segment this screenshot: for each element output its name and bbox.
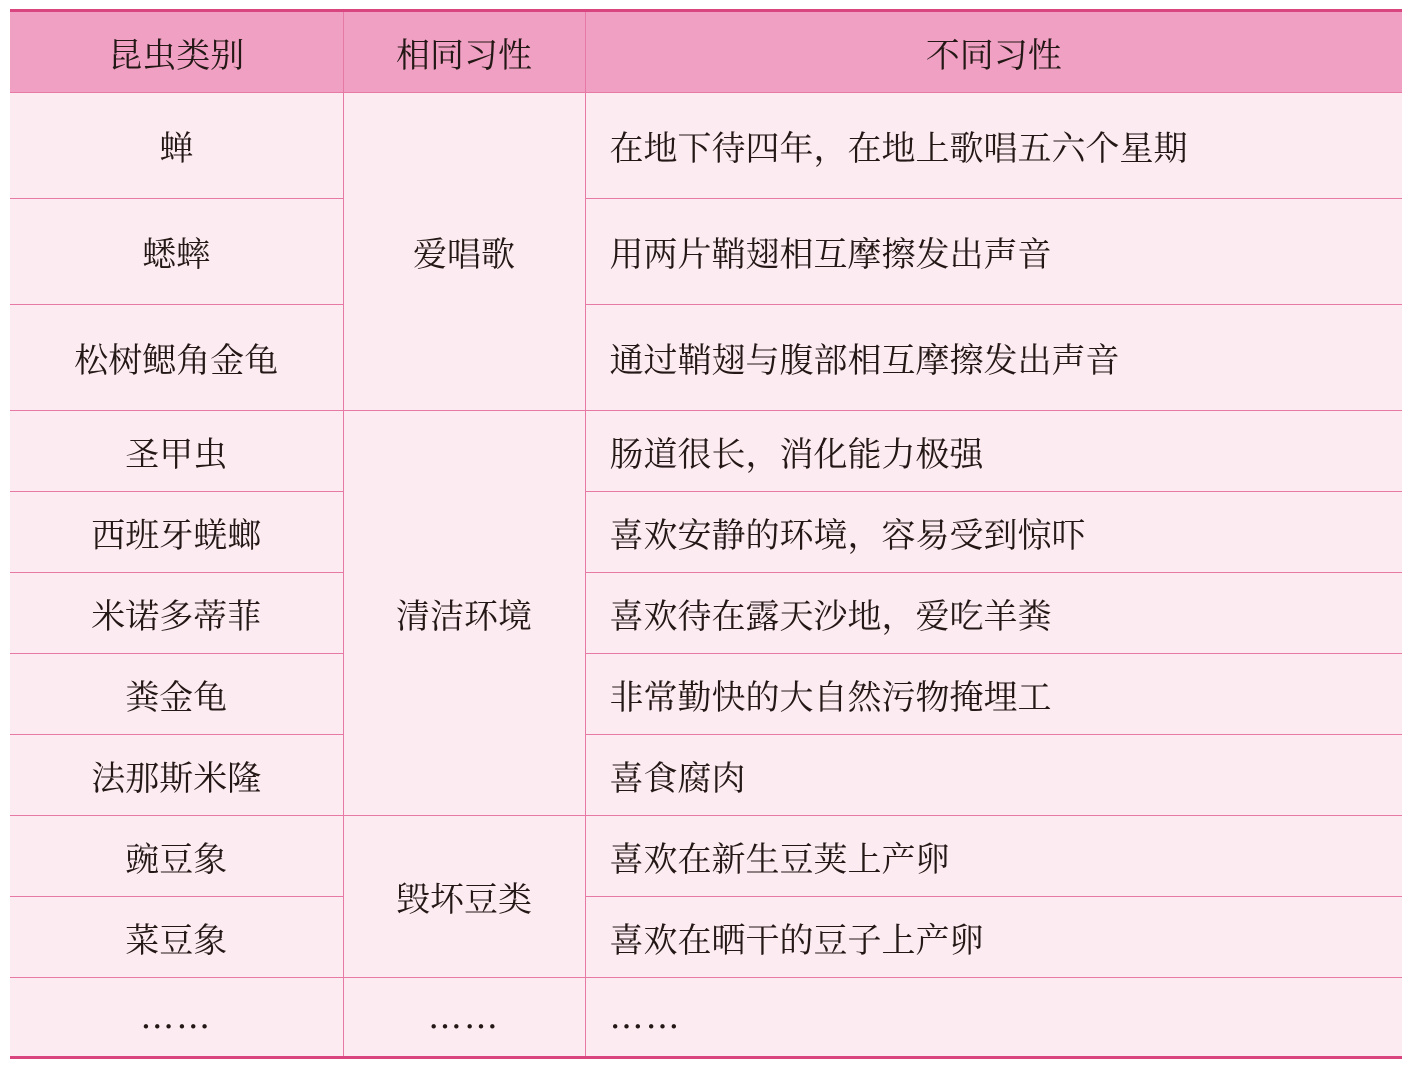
table-row xyxy=(10,897,1402,978)
different-habit-cell: 喜欢在新生豆荚上产卵 xyxy=(585,816,1402,897)
insect-name-cell: 粪金龟 xyxy=(10,654,343,735)
different-habit-cell: 用两片鞘翅相互摩擦发出声音 xyxy=(585,199,1402,305)
header-row xyxy=(10,11,1402,93)
different-habit-cell: 通过鞘翅与腹部相互摩擦发出声音 xyxy=(585,305,1402,411)
header-category: 昆虫类别 xyxy=(10,11,343,93)
different-habit-cell: 非常勤快的大自然污物掩埋工 xyxy=(585,654,1402,735)
insect-name-cell: 蟋蟀 xyxy=(10,199,343,305)
different-habit-cell: 喜欢安静的环境，容易受到惊吓 xyxy=(585,492,1402,573)
ellipsis-row xyxy=(10,978,1402,1058)
different-habit-cell: 喜欢待在露天沙地，爱吃羊粪 xyxy=(585,573,1402,654)
insect-habits-table xyxy=(10,9,1402,1059)
table-row xyxy=(10,654,1402,735)
ellipsis-insect: …… xyxy=(10,978,343,1058)
insect-name-cell: 蝉 xyxy=(10,93,343,199)
insect-name-cell: 圣甲虫 xyxy=(10,411,343,492)
header-same-habit: 相同习性 xyxy=(343,11,585,93)
table-row xyxy=(10,573,1402,654)
same-habit-cell-singing: 爱唱歌 xyxy=(343,93,585,411)
insect-name-cell: 法那斯米隆 xyxy=(10,735,343,816)
different-habit-cell: 喜欢在晒干的豆子上产卵 xyxy=(585,897,1402,978)
table-row xyxy=(10,199,1402,305)
insect-name-cell: 豌豆象 xyxy=(10,816,343,897)
different-habit-cell: 肠道很长，消化能力极强 xyxy=(585,411,1402,492)
table-row xyxy=(10,411,1402,492)
insect-name-cell: 菜豆象 xyxy=(10,897,343,978)
different-habit-cell: 在地下待四年，在地上歌唱五六个星期 xyxy=(585,93,1402,199)
insect-name-cell: 松树鳃角金龟 xyxy=(10,305,343,411)
different-habit-cell: 喜食腐肉 xyxy=(585,735,1402,816)
table-row xyxy=(10,93,1402,199)
same-habit-cell-cleaning: 清洁环境 xyxy=(343,411,585,816)
header-different-habit: 不同习性 xyxy=(585,11,1402,93)
ellipsis-same-habit: …… xyxy=(343,978,585,1058)
table-row xyxy=(10,816,1402,897)
table-row xyxy=(10,305,1402,411)
ellipsis-different: …… xyxy=(585,978,1402,1058)
insect-name-cell: 米诺多蒂菲 xyxy=(10,573,343,654)
same-habit-cell-beans: 毁坏豆类 xyxy=(343,816,585,978)
table-row xyxy=(10,492,1402,573)
insect-name-cell: 西班牙蜣螂 xyxy=(10,492,343,573)
table-row xyxy=(10,735,1402,816)
